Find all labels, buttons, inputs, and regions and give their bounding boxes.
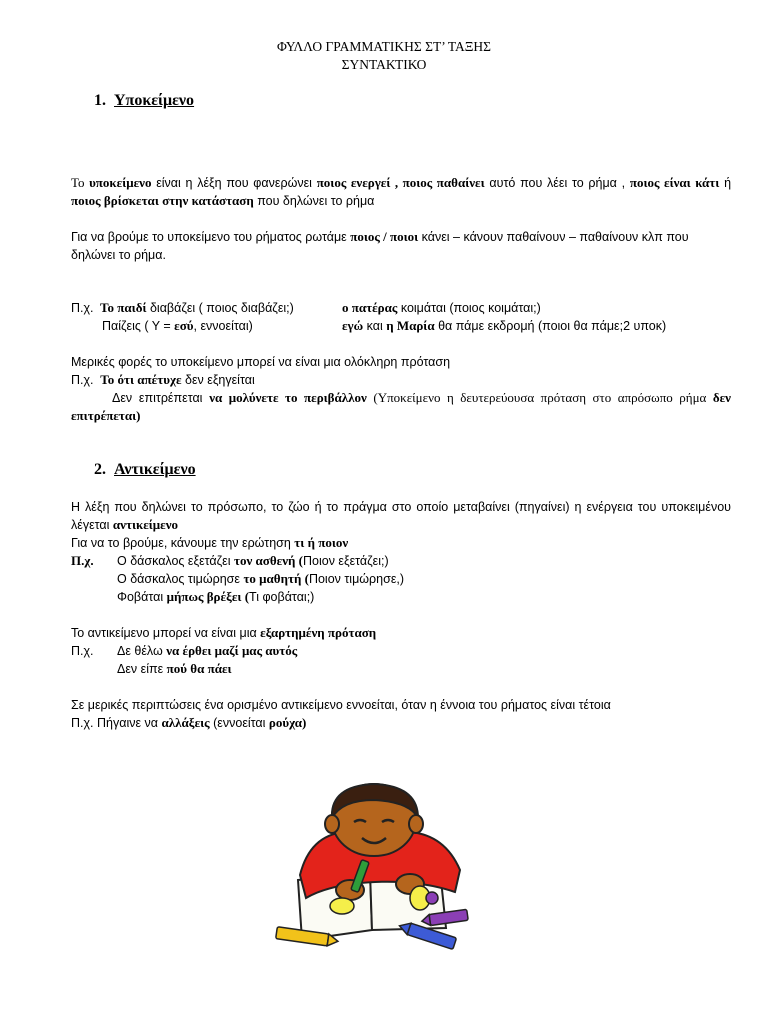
text-run: (Υποκείμενο η δευτερεύουσα πρόταση στο απρόσωπο ρήμα bbox=[366, 390, 713, 405]
bold-term: Το παιδί bbox=[100, 300, 147, 315]
object-example-4 bbox=[117, 642, 297, 660]
object-find-rule bbox=[71, 534, 348, 552]
bold-term: υποκείμενο bbox=[89, 175, 152, 190]
text-run: που δηλώνει το ρήμα bbox=[253, 194, 375, 208]
bold-term: η Μαρία bbox=[386, 318, 435, 333]
object-example-1 bbox=[117, 552, 389, 570]
text-run: κοιμάται (ποιος κοιμάται;) bbox=[397, 301, 541, 315]
text-run: δεν εξηγείται bbox=[181, 373, 255, 387]
text-run: και bbox=[363, 319, 387, 333]
title-line-1: ΦΥΛΛΟ ΓΡΑΜΜΑΤΙΚΗΣ ΣΤ’ ΤΑΞΗΣ bbox=[276, 39, 492, 54]
section-2-number: 2. bbox=[94, 461, 106, 478]
text-run: αυτό που λέει το ρήμα , bbox=[484, 176, 630, 190]
bold-term: να μολύνετε το περιβάλλον bbox=[209, 390, 367, 405]
subject-clause-intro: Μερικές φορές το υποκείμενο μπορεί να είναι μια ολόκληρη πρόταση bbox=[71, 355, 451, 369]
bold-term: αντικείμενο bbox=[112, 517, 179, 532]
text-run: Ποιον τιμώρησε,) bbox=[308, 572, 405, 586]
object-example-2 bbox=[117, 570, 404, 588]
bold-term: εγώ bbox=[342, 318, 364, 333]
bold-term: ποιος ενεργεί , ποιος παθαίνει bbox=[316, 175, 485, 190]
text-run: Ποιον εξετάζει;) bbox=[303, 554, 389, 568]
bold-term: εξαρτημένη πρόταση bbox=[260, 625, 377, 640]
text-run: Φοβάται bbox=[117, 590, 167, 604]
text-run: Δεν είπε bbox=[117, 662, 167, 676]
section-1-heading bbox=[94, 92, 194, 110]
text-run: Δεν επιτρέπεται bbox=[112, 391, 210, 405]
section-1-title: Υποκείμενο bbox=[114, 92, 195, 109]
text-run: Τι φοβάται;) bbox=[249, 590, 315, 604]
object-clause-intro bbox=[71, 624, 376, 642]
text-run: Το bbox=[71, 175, 90, 190]
bold-term: ποιος είναι κάτι bbox=[629, 175, 720, 190]
bold-term: αλλάξεις bbox=[161, 715, 210, 730]
subject-example-3 bbox=[71, 371, 255, 389]
object-implied-note: Σε μερικές περιπτώσεις ένα ορισμένο αντικείμενο εννοείται, όταν η έννοια του ρήματος είναι τέτοια bbox=[71, 698, 611, 712]
text-run: Ο δάσκαλος τιμώρησε bbox=[117, 572, 244, 586]
text-run: διαβάζει ( ποιος διαβάζει;) bbox=[146, 301, 294, 315]
bold-term: δεν επιτρέπεται) bbox=[71, 390, 731, 423]
subject-example-4 bbox=[71, 389, 731, 425]
bold-term: το μαθητή ( bbox=[243, 571, 309, 586]
subject-example-1a bbox=[71, 299, 294, 317]
bold-term: πού θα πάει bbox=[166, 661, 232, 676]
text-run: ή bbox=[719, 176, 732, 190]
example-label: Π.χ. bbox=[71, 373, 98, 387]
example-label: Π.χ. bbox=[71, 301, 94, 315]
bold-term: ο πατέρας bbox=[342, 300, 398, 315]
text-run: Το αντικείμενο μπορεί να είναι μια bbox=[71, 626, 261, 640]
section-2-heading bbox=[94, 461, 196, 479]
bold-term: ρούχα) bbox=[268, 715, 307, 730]
object-example-4-label: Π.χ. bbox=[71, 644, 94, 658]
text-run: Δε θέλω bbox=[117, 644, 167, 658]
object-example-6 bbox=[71, 714, 306, 732]
subject-example-2a bbox=[102, 317, 253, 335]
subject-find-rule bbox=[71, 228, 731, 264]
text-run: θα πάμε εκδρομή (ποιοι θα πάμε;2 υποκ) bbox=[434, 319, 667, 333]
text-run: , εννοείται) bbox=[193, 319, 253, 333]
example-label: Π.χ. bbox=[71, 553, 94, 568]
bold-term: ποιος βρίσκεται στην κατάσταση bbox=[71, 193, 254, 208]
section-1-number: 1. bbox=[94, 92, 106, 109]
bold-term: ποιος / ποιοι bbox=[350, 229, 419, 244]
text-run: Η λέξη που δηλώνει το πρόσωπο, το ζώο ή το πράγμα στο οποίο μεταβαίνει (πηγαίνει) η ενέργεια του υποκειμένου λέγεται bbox=[71, 500, 731, 532]
text-run: Παίζεις ( Υ = bbox=[102, 319, 175, 333]
object-example-3 bbox=[117, 588, 314, 606]
bold-term: τι ή ποιον bbox=[294, 535, 349, 550]
section-2-title: Αντικείμενο bbox=[114, 461, 196, 478]
worksheet-title bbox=[0, 38, 768, 74]
object-example-label bbox=[71, 552, 94, 570]
title-line-2: ΣΥΝΤΑΚΤΙΚΟ bbox=[341, 57, 427, 72]
text-run: Π.χ. Πήγαινε να bbox=[71, 716, 162, 730]
text-run: Για να βρούμε το υποκείμενο του ρήματος ρωτάμε bbox=[71, 230, 351, 244]
subject-definition bbox=[71, 174, 731, 210]
text-run: (εννοείται bbox=[209, 716, 269, 730]
text-run: είναι η λέξη που φανερώνει bbox=[151, 176, 317, 190]
bold-term: εσύ bbox=[174, 318, 194, 333]
text-run: Ο δάσκαλος εξετάζει bbox=[117, 554, 234, 568]
object-example-5 bbox=[117, 660, 232, 678]
bold-term: τον ασθενή ( bbox=[234, 553, 303, 568]
bold-term: Το ότι απέτυχε bbox=[100, 372, 182, 387]
object-definition bbox=[71, 498, 731, 534]
text-run: κάνει – κάνουν παθαίνουν – παθαίνουν κλπ που δηλώνει το ρήμα. bbox=[71, 230, 689, 262]
subject-example-2b bbox=[342, 317, 666, 335]
subject-example-1b bbox=[342, 299, 541, 317]
text-run: Για να το βρούμε, κάνουμε την ερώτηση bbox=[71, 536, 295, 550]
boy-drawing-with-crayons-icon bbox=[270, 780, 480, 955]
bold-term: μήπως βρέξει ( bbox=[166, 589, 250, 604]
bold-term: να έρθει μαζί μας αυτός bbox=[166, 643, 298, 658]
